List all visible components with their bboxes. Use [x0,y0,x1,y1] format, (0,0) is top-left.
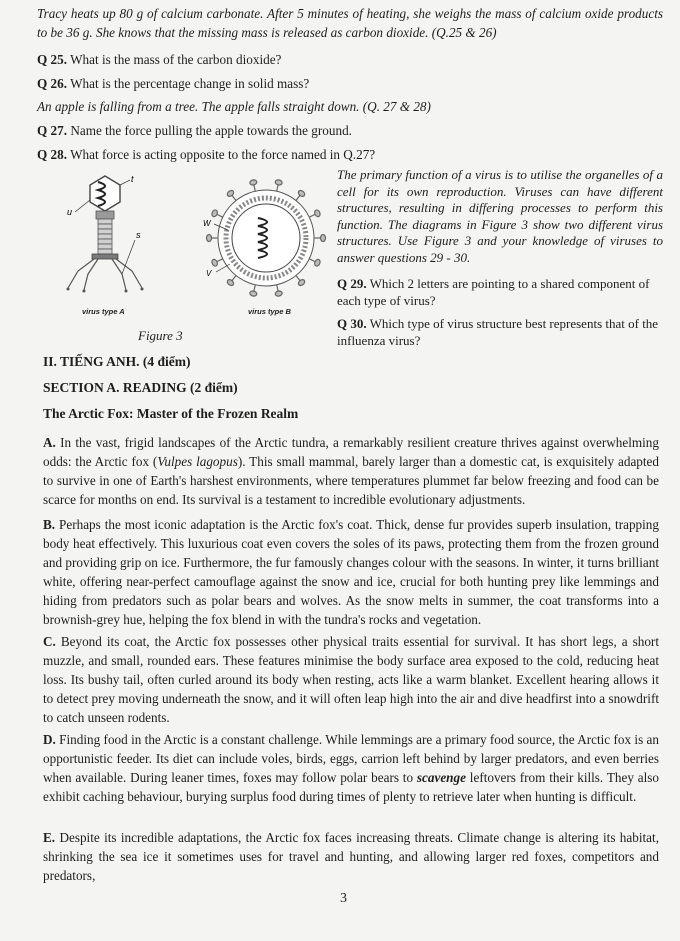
question-26 [37,75,309,94]
question-28 [37,146,375,165]
q26-number: Q 26. [37,76,68,91]
envelope-spike-head [207,235,212,242]
q30-number: Q 30. [337,316,367,331]
paragraph-d-label: D. [43,732,56,747]
intro-q25-26: Tracy heats up 80 g of calcium carbonate. After 5 minutes of heating, she weighs the mass of calcium oxide products to be 36 g. She knows that the missing mass is released as carbon dioxide. (Q.25 & 26) [37,6,663,40]
label-t: t [131,174,134,184]
q25-text: What is the mass of the carbon dioxide? [70,52,282,67]
paragraph-e [43,828,659,885]
figure-caption: Figure 3 [138,328,183,343]
envelope-spike-head [321,235,326,242]
q30-text: Which type of virus structure best represents that of the influenza virus? [337,316,659,348]
section-2-title: II. TIẾNG ANH. (4 điểm) [43,354,191,369]
q29-number: Q 29. [337,276,367,291]
q25-number: Q 25. [37,52,68,67]
question-27 [37,122,352,141]
envelope-spike-head [314,209,322,217]
envelope-spike-head [275,290,283,296]
question-29 [337,276,663,309]
q27-text: Name the force pulling the apple towards the ground. [70,123,352,138]
section-a-title: SECTION A. READING (2 điểm) [43,380,238,395]
paragraph-a-label: A. [43,435,56,450]
envelope-spike-head [314,258,322,266]
paragraph-b-label: B. [43,517,56,532]
paragraph-d [43,730,659,806]
paragraph-d-text-2: leftovers from their kills. They also exhibit caching behaviour, burying surplus food during times of plenty to retrieve later when hunting is difficult. [43,770,659,804]
virus-a-diagram [67,176,144,293]
q29-text: Which 2 letters are pointing to a shared component of each type of virus? [337,276,650,308]
envelope-spike-head [249,290,257,296]
envelope-spike-head [249,179,257,185]
virus-a-label: virus type A [82,307,125,316]
virus-b-label: virus type B [248,307,291,316]
q28-number: Q 28. [37,147,68,162]
paragraph-a-text-2: ). This small mammal, barely larger than a domestic cat, is exquisitely adapted to survive in one of Earth's harshest environments, where temperatures plummet far below freezing and food can be scarce for months on end. Its survival is a testament to incredible evolutionary adjustments. [43,454,659,507]
page-number: 3 [340,891,347,906]
paragraph-a [43,433,659,509]
paragraph-a-text-1: In the vast, frigid landscapes of the Arctic tundra, a remarkably resilient creature thrives against overwhelming odds: the Arctic fox ( [43,435,659,469]
paragraph-c-label: C. [43,634,56,649]
species-name: Vulpes lagopus [157,454,238,469]
q27-number: Q 27. [37,123,68,138]
paragraph-c-text: Beyond its coat, the Arctic fox possesses other physical traits essential for survival. It has short legs, a short muzzle, and small, rounded ears. These features minimise the body surface area exposed to the cold, reducing heat loss. Its bushy tail, often curled around its body when resting, acts like a warm blanket. Excellent hearing allows it to detect prey moving underneath the snow, and it will often leap high into the air and dive headfirst into a snowdrift to catch unseen rodents. [43,634,659,725]
label-v: V [206,269,212,278]
intro-q27-28: An apple is falling from a tree. The apple falls straight down. (Q. 27 & 28) [37,99,431,114]
envelope-spike-head [211,209,219,217]
paragraph-c [43,632,659,727]
envelope-spike-head [211,258,219,266]
paragraph-b [43,515,659,629]
q26-text: What is the percentage change in solid mass? [70,76,310,91]
paragraph-e-text: Despite its incredible adaptations, the Arctic fox faces increasing threats. Climate change is altering its habitat, shrinking the sea ice it sometimes uses for travel and hunting, and allowing larger red foxes, competitors and predators, [43,830,659,883]
question-25 [37,51,281,70]
figure-3-diagram [40,168,332,348]
figure-3 [40,168,332,348]
reading-title: The Arctic Fox: Master of the Frozen Realm [43,406,299,421]
paragraph-e-label: E. [43,830,56,845]
label-s: s [136,230,141,240]
envelope-spike-head [275,179,283,185]
q28-text: What force is acting opposite to the force named in Q.27? [70,147,376,162]
question-30 [337,316,663,349]
scavenge-word: scavenge [416,770,466,785]
paragraph-b-text: Perhaps the most iconic adaptation is the Arctic fox's coat. Thick, dense fur provides superb insulation, trapping body heat effectively. This luxurious coat even covers the soles of its paws, protecting them from the frozen ground and providing grip on ice. Furthermore, the fur famously changes colour with the seasons. In winter, it turns brilliant white, offering near-perfect camouflage against the snow and ice, crucial for both hunting prey like lemmings and hiding from predators such as polar bears and wolves. As the snow melts in summer, the coat transforms into a brownish-grey hue, helping the fox blend in with the tundra's rocks and vegetation. [43,517,659,627]
label-w: W [203,219,211,228]
virus-b-diagram [207,179,326,297]
paragraph-d-text-1: Finding food in the Arctic is a constant challenge. While lemmings are a primary food source, the Arctic fox is an opportunistic feeder. Its diet can include voles, birds, eggs, carrion left behind by larger predators, and even berries when available. During leaner times, foxes may follow polar bears to [43,732,659,785]
virus-intro-text: The primary function of a virus is to utilise the organelles of a cell for its own reproduction. Viruses can have different structures, resulting in differing processes to perform this function. The diagrams in Figure 3 show two different virus structures. Use Figure 3 and your knowledge of viruses to answer questions 29 - 30. [337,167,663,265]
label-u: u [67,207,73,217]
